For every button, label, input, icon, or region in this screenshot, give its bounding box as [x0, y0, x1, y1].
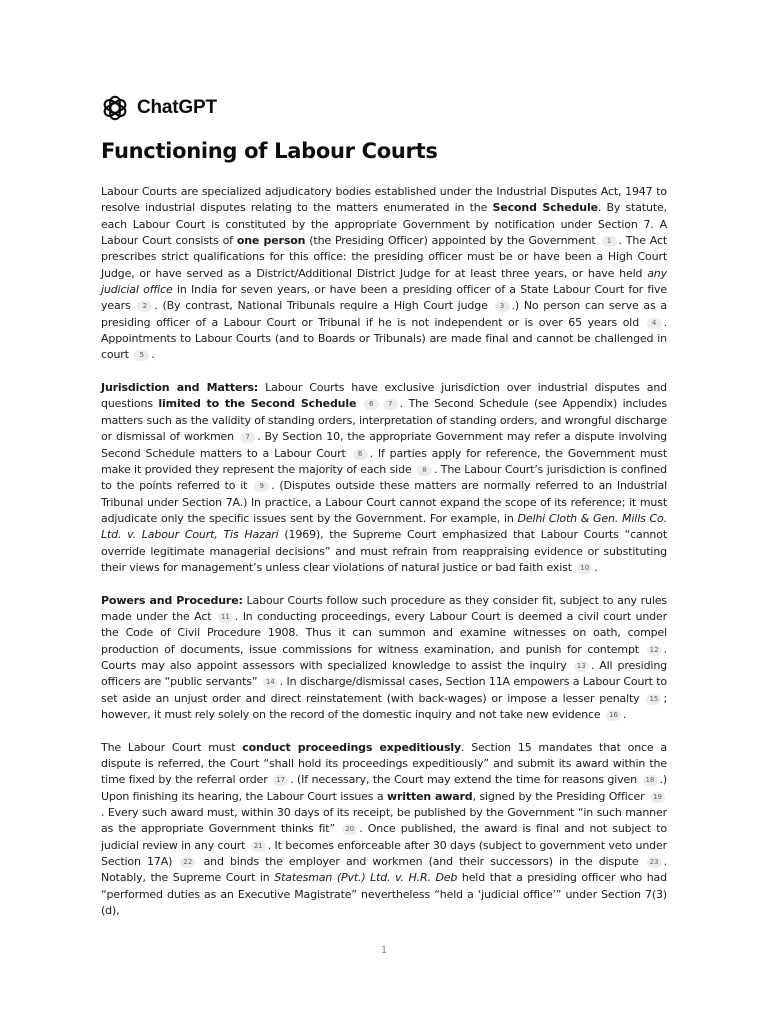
- openai-logo-icon: [101, 94, 129, 122]
- italic-text: Delhi Cloth & Gen. Mills Co. Ltd. v. Labour Court, Tis Hazari: [101, 511, 667, 542]
- paragraph-expeditious-proceedings: [101, 740, 667, 920]
- bold-text: Second Schedule: [492, 201, 598, 215]
- bold-text: one person: [236, 234, 306, 248]
- citation-badge[interactable]: 13: [574, 661, 589, 672]
- citation-badge[interactable]: 20: [342, 824, 357, 835]
- text-run: and binds the employer and workmen (and their successors) in the dispute: [197, 855, 645, 869]
- text-run: . The Labour Court’s jurisdiction is confined to the points referred to it: [101, 462, 668, 493]
- bold-text: conduct proceedings expeditiously: [242, 740, 461, 754]
- citation-badge[interactable]: 18: [643, 775, 658, 786]
- citation-badge[interactable]: 23: [647, 857, 662, 868]
- page-number: 1: [380, 945, 388, 956]
- citation-badge[interactable]: 8: [417, 465, 432, 476]
- text-run: Labour Courts are specialized adjudicatory bodies established under the Industrial Disputes Act, 1947 to resolve industrial disputes relating to the matters enumerated in the: [101, 185, 667, 215]
- text-run: , signed by the Presiding Officer: [472, 789, 649, 803]
- citation-badge[interactable]: 7: [240, 432, 255, 443]
- text-run: . (If necessary, the Court may extend the time for reasons given: [290, 773, 641, 787]
- text-run: . By statute, each Labour Court is constituted by the appropriate Government by notification under Section 7. A Labour Court consists of: [101, 201, 667, 248]
- text-run: . Appointments to Labour Courts (and to Boards or Tribunals) are made final and cannot be challenged in court: [101, 315, 667, 362]
- citation-badge[interactable]: 5: [134, 350, 149, 361]
- text-run: The Labour Court must: [101, 740, 243, 754]
- citation-badge[interactable]: 11: [218, 612, 233, 623]
- text-run: . (Disputes outside these matters are normally referred to an Industrial Tribunal under Section 7A.) In practice, a Labour Court cannot expand the scope of its reference; it must adjudicate only the specific issues sent by the Government. For example, in: [101, 479, 667, 525]
- text-run: held that a presiding officer who had “performed duties as an Executive Magistrate” nevertheless “held a ‘judicial office’” under Section 7(3)(d),: [101, 871, 667, 918]
- paragraph-powers-procedure: [101, 593, 667, 724]
- citation-badge[interactable]: 2: [137, 301, 152, 312]
- text-run: . Courts may also appoint assessors with specialized knowledge to assist the inquiry: [101, 642, 667, 672]
- brand-name: ChatGPT: [137, 97, 217, 118]
- paragraph-appointment: [101, 184, 667, 364]
- citation-badge[interactable]: 19: [650, 792, 665, 803]
- text-run: .: [151, 348, 155, 362]
- citation-badge[interactable]: 4: [647, 318, 662, 329]
- citation-badge[interactable]: 15: [646, 694, 661, 705]
- citation-badge[interactable]: 7: [383, 399, 398, 410]
- text-run: . It becomes enforceable after 30 days (subject to government veto under Section 17A): [101, 838, 667, 869]
- bold-text: limited to the Second Schedule: [158, 397, 357, 411]
- text-run: Labour Courts follow such procedure as they consider fit, subject to any rules made under the Act: [101, 593, 667, 623]
- text-run: . All presiding officers are “public servants”: [101, 658, 667, 689]
- citation-badge[interactable]: 6: [364, 399, 379, 410]
- citation-badge[interactable]: 9: [254, 481, 269, 492]
- citation-badge[interactable]: 1: [602, 236, 617, 247]
- paragraph-jurisdiction: [101, 380, 667, 576]
- citation-badge[interactable]: 21: [251, 841, 266, 852]
- bold-text: Powers and Procedure:: [101, 593, 243, 607]
- text-run: (1969), the Supreme Court emphasized that Labour Courts “cannot override legitimate managerial decisions” and must refrain from reappraising evidence or substituting their views for management’s unless clear violations of natural justice or bad faith exist: [101, 528, 667, 574]
- citation-badge[interactable]: 16: [606, 710, 621, 721]
- citation-badge[interactable]: 12: [647, 645, 662, 656]
- citation-badge[interactable]: 6: [353, 449, 368, 460]
- citation-badge[interactable]: 17: [273, 775, 288, 786]
- text-run: [356, 397, 361, 410]
- document-body: [101, 184, 667, 936]
- text-run: ; however, it must rely solely on the record of the domestic inquiry and not take new evidence: [101, 691, 667, 721]
- text-run: Labour Courts have exclusive jurisdiction over industrial disputes and questions: [101, 381, 667, 411]
- brand-header: [101, 94, 217, 122]
- text-run: . By Section 10, the appropriate Government may refer a dispute involving Second Schedule matters to a Labour Court: [101, 430, 667, 460]
- document-title: Functioning of Labour Courts: [101, 139, 438, 163]
- citation-badge[interactable]: 22: [180, 857, 195, 868]
- italic-text: any judicial office: [101, 266, 667, 297]
- text-run: . The Second Schedule (see Appendix) includes matters such as the validity of standing orders, interpretation of standing orders, and wrongful discharge or dismissal of workmen: [101, 397, 667, 444]
- text-run: .: [594, 560, 598, 574]
- text-run: .) No person can serve as a presiding officer of a Labour Court or Tribunal if he is not independent or is over 65 years old: [101, 299, 667, 329]
- bold-text: Jurisdiction and Matters:: [101, 381, 259, 395]
- text-run: . In conducting proceedings, every Labour Court is deemed a civil court under the Code of Civil Procedure 1908. Thus it can summon and examine witnesses on oath, compel production of documents, issue commissions for witness examination, and punish for contempt: [101, 609, 667, 656]
- text-run: . Every such award must, within 30 days of its receipt, be published by the Government “in such manner as the appropriate Government thinks fit”: [101, 806, 667, 836]
- citation-badge[interactable]: 3: [495, 301, 510, 312]
- italic-text: Statesman (Pvt.) Ltd. v. H.R. Deb: [274, 871, 458, 885]
- text-run: . (By contrast, National Tribunals require a High Court judge: [154, 299, 493, 313]
- text-run: . Notably, the Supreme Court in: [101, 855, 667, 885]
- bold-text: written award: [386, 789, 473, 803]
- text-run: .: [622, 708, 627, 721]
- text-run: . If parties apply for reference, the Government must make it provided they represent the majority of each side: [101, 446, 667, 476]
- text-run: (the Presiding Officer) appointed by the Government: [305, 234, 600, 248]
- citation-badge[interactable]: 14: [263, 677, 278, 688]
- citation-badge[interactable]: 10: [577, 563, 592, 574]
- text-run: .) Upon finishing its hearing, the Labour Court issues a: [101, 773, 667, 803]
- text-run: . In discharge/dismissal cases, Section 11A empowers a Labour Court to set aside an unjust order and direct reinstatement (with back-wages) or impose a lesser penalty: [101, 675, 667, 705]
- text-run: . Once published, the award is final and not subject to judicial review in any court: [101, 822, 667, 852]
- text-run: . The Act prescribes strict qualifications for this office: the presiding officer must be or have been a High Court Judge, or have served as a District/Additional District Judge for at least three years, or have held: [101, 234, 668, 280]
- text-run: in India for seven years, or have been a presiding officer of a State Labour Court for five years: [101, 283, 668, 313]
- text-run: . Section 15 mandates that once a dispute is referred, the Court “shall hold its proceedings expeditiously” and submit its award within the time fixed by the referral order: [101, 740, 667, 787]
